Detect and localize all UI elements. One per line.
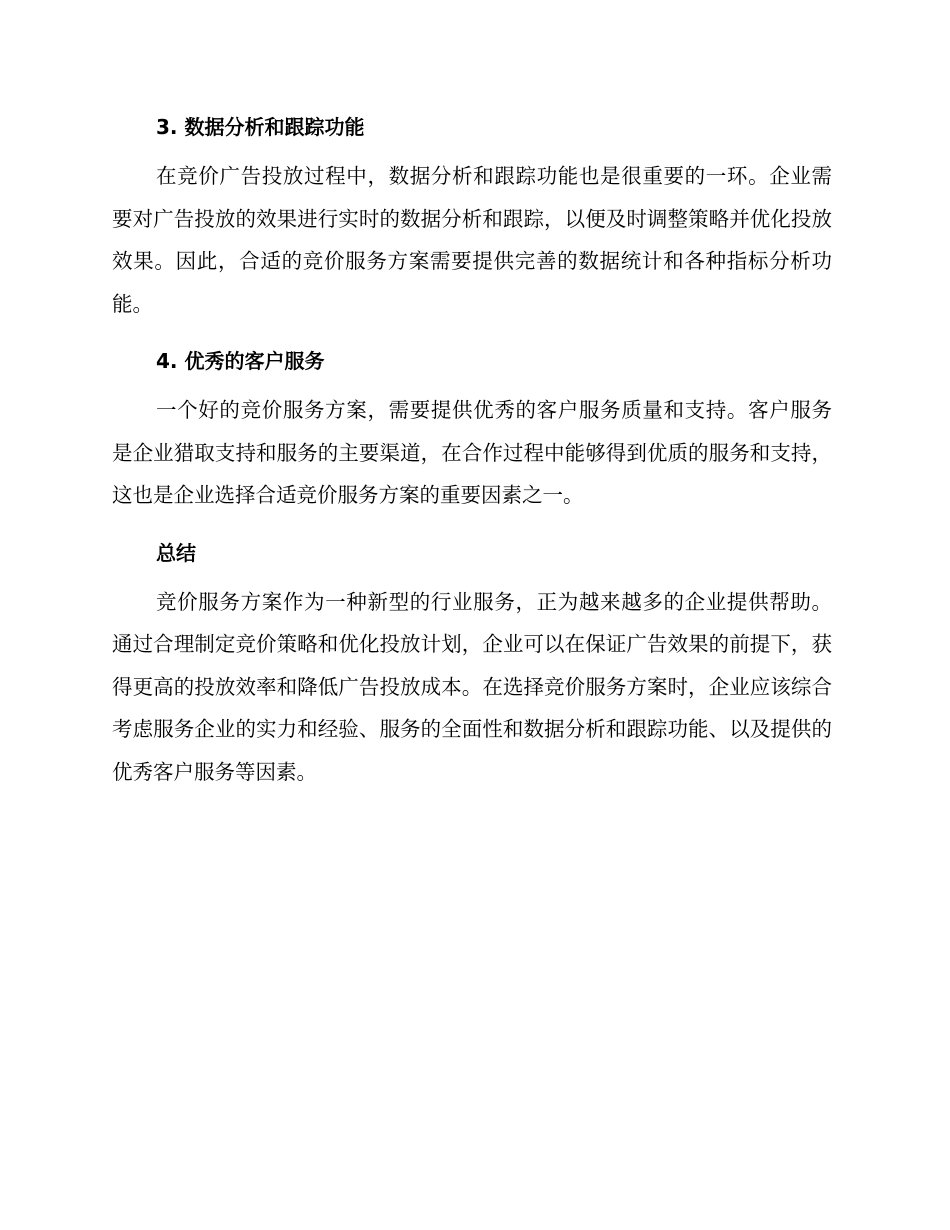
- section-heading-summary: 总结: [156, 540, 196, 565]
- spacer: [112, 567, 832, 581]
- section-heading-customer-service: 4. 优秀的客户服务: [156, 349, 325, 373]
- section-heading-data-analysis: 3. 数据分析和跟踪功能: [156, 115, 365, 139]
- spacer: [112, 325, 832, 347]
- spacer: [112, 375, 832, 389]
- section-paragraph-data-analysis: 在竞价广告投放过程中，数据分析和跟踪功能也是很重要的一环。企业需要对广告投放的效果进行实时的数据分析和跟踪，以便及时调整策略并优化投放效果。因此，合适的竞价服务方案需要提供完善的数据统计和各种指标分析功能。: [112, 164, 832, 316]
- section-paragraph-customer-service: 一个好的竞价服务方案，需要提供优秀的客户服务质量和支持。客户服务是企业猎取支持和服务的主要渠道，在合作过程中能够得到优质的服务和支持，这也是企业选择合适竞价服务方案的重要因素之一。: [112, 398, 832, 507]
- document-body: [112, 113, 832, 793]
- spacer: [112, 141, 832, 155]
- section-paragraph-summary: 竞价服务方案作为一种新型的行业服务，正为越来越多的企业提供帮助。通过合理制定竞价策略和优化投放计划，企业可以在保证广告效果的前提下，获得更高的投放效率和降低广告投放成本。在选择竞价服务方案时，企业应该综合考虑服务企业的实力和经验、服务的全面性和数据分析和跟踪功能、以及提供的优秀客户服务等因素。: [112, 589, 832, 784]
- spacer: [112, 517, 832, 539]
